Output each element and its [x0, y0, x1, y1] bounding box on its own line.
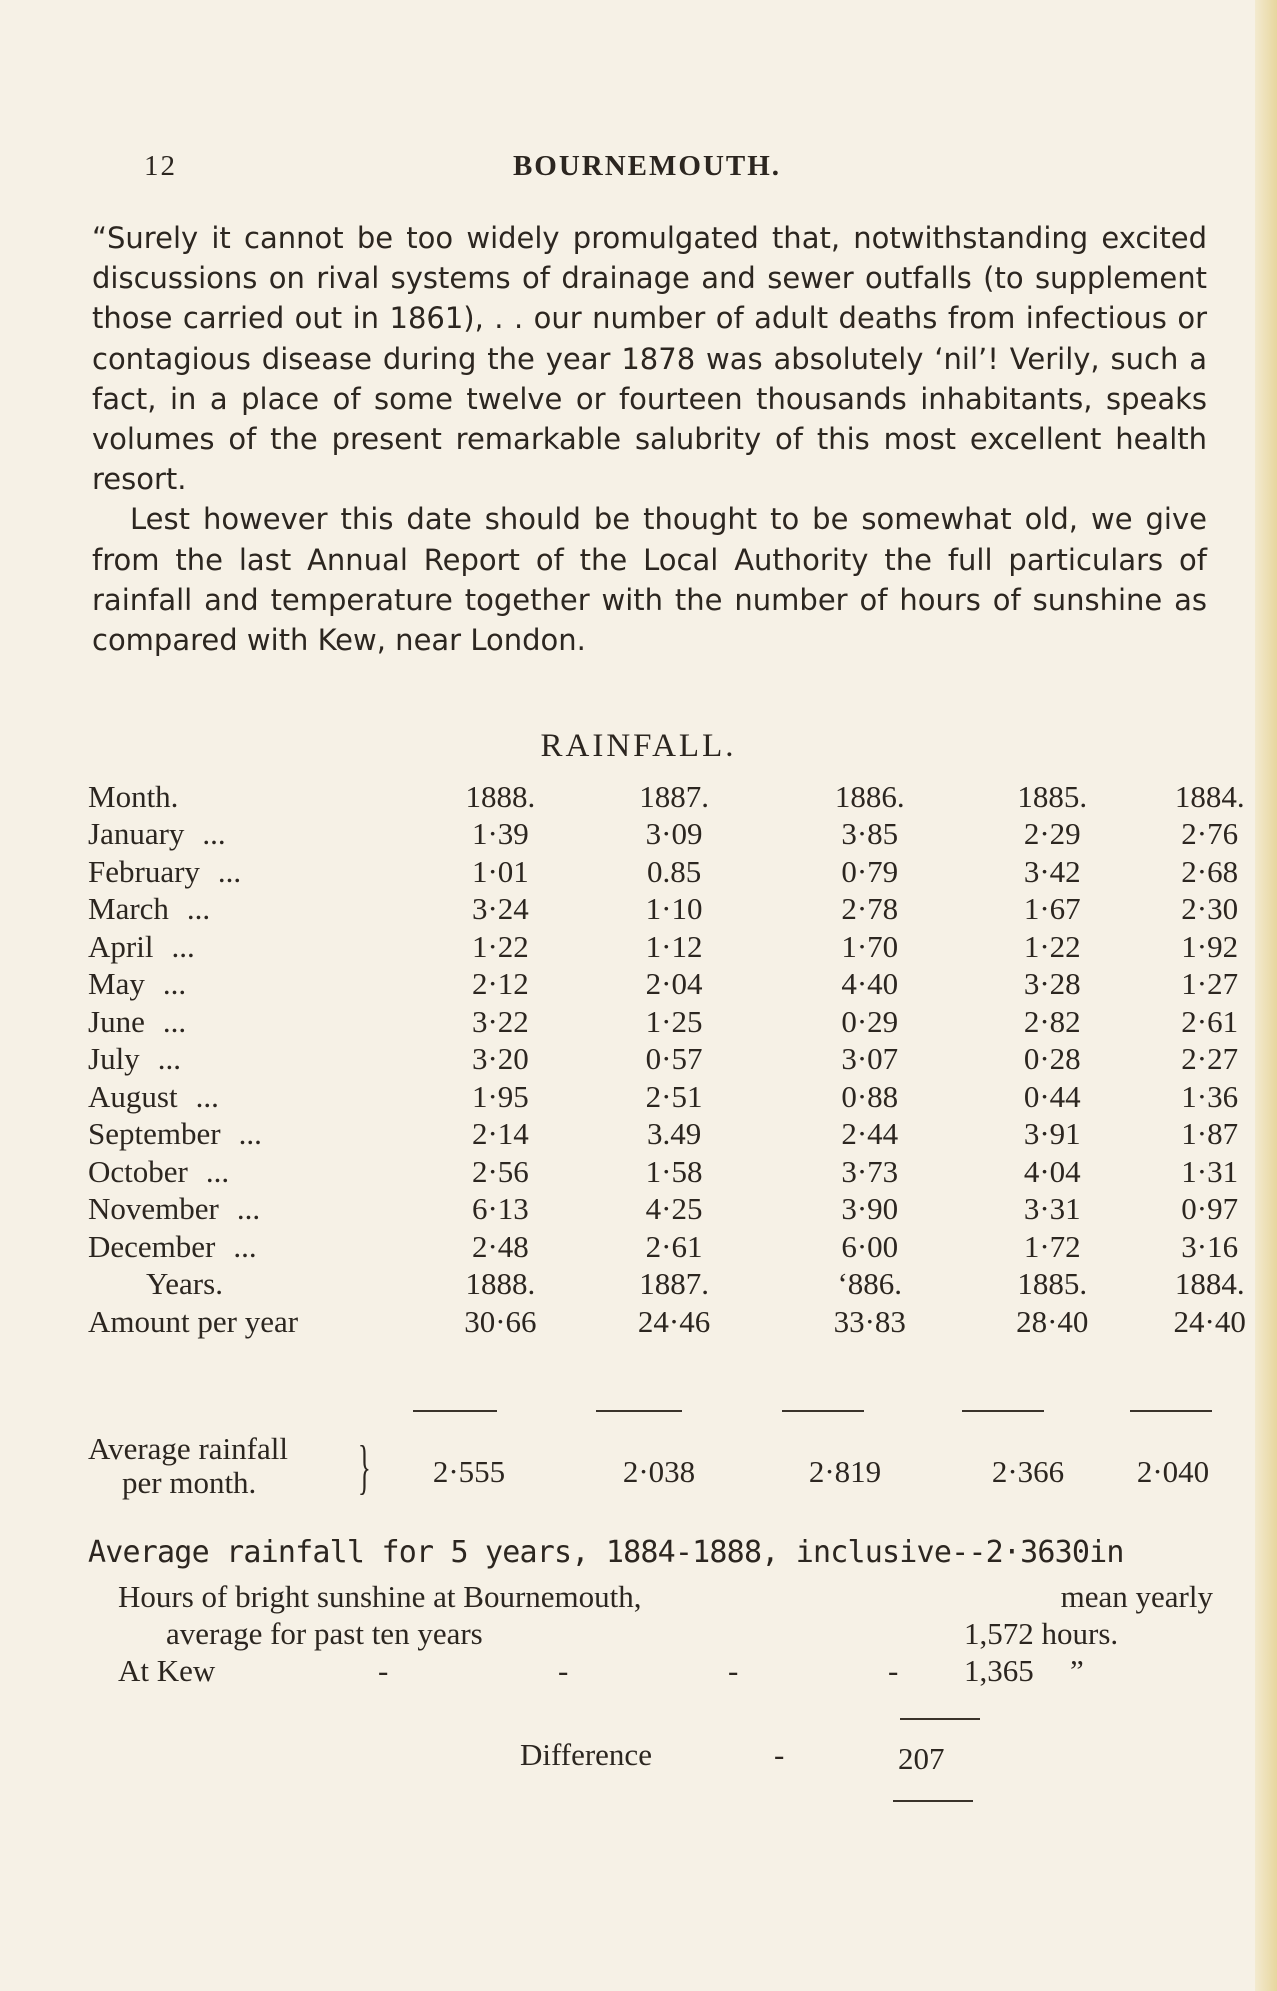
brace-glyph: }: [357, 1434, 371, 1500]
month-row: [88, 1116, 1277, 1154]
rainfall-value: 0·57: [645, 1041, 703, 1077]
rainfall-value: 1·22: [1023, 928, 1081, 964]
sunshine-line1-left: Hours of bright sunshine at Bournemouth,: [118, 1579, 642, 1614]
row-label: [88, 1116, 430, 1154]
leader-dots: ...: [186, 891, 211, 927]
rainfall-value: 30·66: [464, 1303, 537, 1339]
rainfall-table: [88, 778, 1277, 1341]
rainfall-value: 1884.: [1174, 1266, 1245, 1302]
leader-dash: -: [774, 1737, 785, 1772]
rainfall-value: 3·85: [841, 816, 899, 852]
row-label: [88, 853, 430, 891]
rainfall-value: 1·36: [1181, 1078, 1239, 1114]
row-label: [88, 1078, 430, 1116]
rainfall-value: 3·20: [471, 1041, 529, 1077]
rainfall-value: 4·04: [1023, 1153, 1081, 1189]
kew-label: At Kew: [118, 1653, 216, 1688]
rainfall-value: 1·01: [471, 853, 529, 889]
leader-dots: ...: [233, 1228, 257, 1264]
rainfall-value: 2·82: [1023, 1003, 1081, 1039]
rainfall-value: 2·68: [1181, 853, 1239, 889]
rainfall-value: 1·22: [471, 928, 529, 964]
row-label: [88, 928, 430, 966]
row-label-text: January: [88, 816, 185, 852]
rainfall-value: 1·87: [1181, 1116, 1239, 1152]
average-label: [88, 1432, 288, 1500]
difference-rule-bottom: [893, 1800, 973, 1802]
row-label-text: June: [88, 1003, 145, 1039]
month-row: [88, 891, 1277, 929]
leader-dots: ...: [236, 1191, 261, 1227]
total-rule: [596, 1410, 682, 1412]
leader-dots: ...: [195, 1078, 219, 1114]
month-row: [88, 966, 1277, 1004]
leader-dots: ...: [162, 966, 187, 1002]
years-row: [88, 1266, 1277, 1304]
rainfall-value: ʻ886.: [837, 1266, 903, 1302]
rainfall-value: 1888.: [465, 1266, 536, 1302]
row-label-text: July: [88, 1041, 140, 1077]
rainfall-value: 24·40: [1173, 1303, 1246, 1339]
rainfall-value: 3·42: [1023, 853, 1081, 889]
rainfall-value: 2·51: [645, 1078, 703, 1114]
rainfall-value: 0·88: [841, 1078, 899, 1114]
rainfall-value: 1·95: [471, 1078, 529, 1114]
rainfall-value: 2·44: [841, 1116, 899, 1152]
rainfall-value: 2·30: [1181, 891, 1239, 927]
rainfall-value: 1885.: [1017, 1266, 1088, 1302]
intro-paragraph: Lest however this date should be thought to be somewhat old, we give from the last Annual Report of the Local Authority the full particulars of rainfall and temperature together with the number of hours of sunshine as compared with Kew, near London.: [92, 502, 1207, 658]
rainfall-value: 1885.: [1017, 778, 1088, 814]
row-label-text: December: [88, 1228, 216, 1264]
row-label-text: October: [88, 1153, 188, 1189]
rainfall-value: 2·78: [841, 891, 899, 927]
row-label: [88, 1303, 430, 1341]
rainfall-value: 2·76: [1181, 816, 1239, 852]
row-label-text: Amount per year: [88, 1303, 299, 1339]
quote-paragraph: “Surely it cannot be too widely promulgated that, notwithstanding excited discussions on rival systems of drainage and sewer outfalls (to supplement those carried out in 1861), . . our number of adult deaths from infectious or contagious disease during the year 1878 was absolutely ‘nil’! Verily, such a fact, in a place of some twelve or fourteen thousands inhabitants, speaks volumes of the present remarkable salubrity of this most excellent health resort.: [92, 221, 1207, 497]
five-year-average: Average rainfall for 5 years, 1884-1888, inclusive--2·3630in: [88, 1535, 1124, 1570]
month-row: [88, 1191, 1277, 1229]
row-label: [88, 891, 430, 929]
page-header: [92, 150, 1202, 190]
difference-label: Difference: [520, 1737, 652, 1772]
month-row: [88, 1003, 1277, 1041]
rainfall-value: 0·29: [841, 1003, 899, 1039]
total-rule: [1130, 1410, 1212, 1412]
row-label-text: March: [88, 891, 169, 927]
total-rule: [962, 1410, 1044, 1412]
rainfall-value: 3·16: [1181, 1228, 1239, 1264]
row-label-text: February: [88, 853, 200, 889]
average-label-line1: Average rainfall: [88, 1431, 288, 1466]
average-value: 2·555: [432, 1454, 506, 1489]
row-label-text: May: [88, 966, 145, 1002]
rainfall-value: 1887.: [639, 1266, 709, 1302]
rainfall-value: 1886.: [834, 778, 905, 814]
rainfall-value: 33·83: [833, 1303, 906, 1339]
rainfall-value: 3.49: [646, 1116, 702, 1152]
rainfall-value: 1·72: [1023, 1228, 1081, 1264]
rainfall-value: 28·40: [1016, 1303, 1089, 1339]
rainfall-value: 3·22: [471, 1003, 529, 1039]
month-row: [88, 1078, 1277, 1116]
rainfall-value: 1·58: [645, 1153, 703, 1189]
rainfall-value: 1·39: [471, 816, 529, 852]
leader-dots: ...: [171, 928, 195, 964]
rainfall-value: 1·92: [1181, 928, 1239, 964]
row-label-text: Years.: [146, 1266, 223, 1302]
rainfall-value: 3·07: [841, 1041, 899, 1077]
rainfall-value: 6·00: [841, 1228, 899, 1264]
rainfall-value: 3·91: [1023, 1116, 1081, 1152]
rainfall-value: 2·04: [645, 966, 703, 1002]
rainfall-value: 3·73: [841, 1153, 899, 1189]
month-row: [88, 853, 1277, 891]
row-label-text: Month.: [88, 778, 179, 814]
row-label-text: April: [88, 928, 154, 964]
rainfall-value: 0·44: [1023, 1078, 1081, 1114]
average-value: 2·819: [808, 1454, 882, 1489]
rainfall-value: 1·25: [645, 1003, 703, 1039]
row-label: [88, 966, 430, 1004]
rainfall-value: 1·10: [645, 891, 703, 927]
rainfall-value: 3·28: [1023, 966, 1081, 1002]
sunshine-line2: [118, 1615, 1213, 1652]
row-label: [88, 1266, 430, 1304]
month-row: [88, 928, 1277, 966]
row-label: [88, 1153, 430, 1191]
leader-dots: ...: [205, 1153, 230, 1189]
rainfall-value: 0·79: [841, 853, 899, 889]
leader-dash: -: [728, 1653, 739, 1688]
rainfall-value: 1·31: [1181, 1153, 1239, 1189]
rainfall-value: 2·56: [471, 1153, 529, 1189]
rainfall-value: 1·70: [841, 928, 899, 964]
sunshine-line1: [118, 1578, 1213, 1615]
rainfall-value: 2·61: [1181, 1003, 1239, 1039]
leader-dots: ...: [217, 853, 242, 889]
rainfall-value: 1884.: [1174, 778, 1245, 814]
rainfall-value: 4·40: [841, 966, 899, 1002]
amount-row: [88, 1303, 1277, 1341]
average-value: 2·366: [991, 1454, 1065, 1489]
row-label-text: August: [88, 1078, 178, 1114]
month-row: [88, 1153, 1277, 1191]
rainfall-value: 1·27: [1181, 966, 1239, 1002]
total-rule: [782, 1410, 864, 1412]
leader-dash: -: [378, 1653, 389, 1688]
leader-dots: ...: [202, 816, 226, 852]
rainfall-value: 2·27: [1181, 1041, 1239, 1077]
rainfall-value: 3·90: [841, 1191, 899, 1227]
average-per-month-row: [88, 1432, 1208, 1512]
row-label-text: November: [88, 1191, 219, 1227]
leader-dots: ...: [238, 1116, 262, 1152]
rainfall-value: 2·29: [1023, 816, 1081, 852]
month-row: [88, 1228, 1277, 1266]
rainfall-value: 1·67: [1023, 891, 1081, 927]
rainfall-value: 2·14: [471, 1116, 529, 1152]
average-value: 2·038: [622, 1454, 696, 1489]
row-label: [88, 778, 430, 816]
sunshine-line2-left: average for past ten years: [166, 1616, 483, 1651]
rainfall-value: 1887.: [639, 778, 709, 814]
rainfall-title: RAINFALL.: [540, 728, 737, 764]
sunshine-line1-right: mean yearly: [1060, 1579, 1213, 1614]
difference-row: [0, 1737, 1277, 1797]
rainfall-value: 2·48: [471, 1228, 529, 1264]
rainfall-value: 3·31: [1023, 1191, 1081, 1227]
rainfall-value: 24·46: [637, 1303, 711, 1339]
leader-dots: ...: [157, 1041, 181, 1077]
rainfall-value: 0·97: [1181, 1191, 1239, 1227]
row-label: [88, 1003, 430, 1041]
row-label: [88, 1041, 430, 1079]
difference-rule-top: [900, 1718, 980, 1720]
total-rule: [413, 1410, 497, 1412]
row-label-text: September: [88, 1116, 221, 1152]
leader-dash: -: [888, 1653, 899, 1688]
rainfall-value: 4·25: [645, 1191, 703, 1227]
total-rules: [0, 1410, 1277, 1412]
leader-dash: -: [558, 1653, 569, 1688]
month-row: [88, 816, 1277, 854]
row-label: [88, 816, 430, 854]
row-label: [88, 1191, 430, 1229]
rainfall-value: 6·13: [471, 1191, 529, 1227]
difference-value: 207: [898, 1741, 945, 1776]
sunshine-block: [118, 1578, 1213, 1689]
average-value: 2·040: [1136, 1454, 1210, 1489]
rainfall-value: 1·12: [645, 928, 703, 964]
body-text: [92, 218, 1207, 660]
rainfall-value: 1888.: [465, 778, 536, 814]
rainfall-value: 3·09: [645, 816, 703, 852]
bournemouth-hours: 1,572 hours.: [964, 1616, 1119, 1651]
ditto-mark: ”: [1070, 1653, 1084, 1688]
rainfall-value: 3·24: [471, 891, 529, 927]
header-row: [88, 778, 1277, 816]
month-row: [88, 1041, 1277, 1079]
kew-row: [118, 1652, 1213, 1689]
row-label: [88, 1228, 430, 1266]
rainfall-value: 2·61: [645, 1228, 703, 1264]
rainfall-value: 0·28: [1023, 1041, 1081, 1077]
kew-hours: 1,365: [964, 1653, 1034, 1688]
average-label-line2: per month.: [122, 1465, 257, 1500]
rainfall-value: 0.85: [646, 853, 702, 889]
rainfall-value: 2·12: [471, 966, 529, 1002]
page-number: 12: [144, 150, 177, 182]
running-head: BOURNEMOUTH.: [512, 150, 782, 182]
leader-dots: ...: [162, 1003, 187, 1039]
